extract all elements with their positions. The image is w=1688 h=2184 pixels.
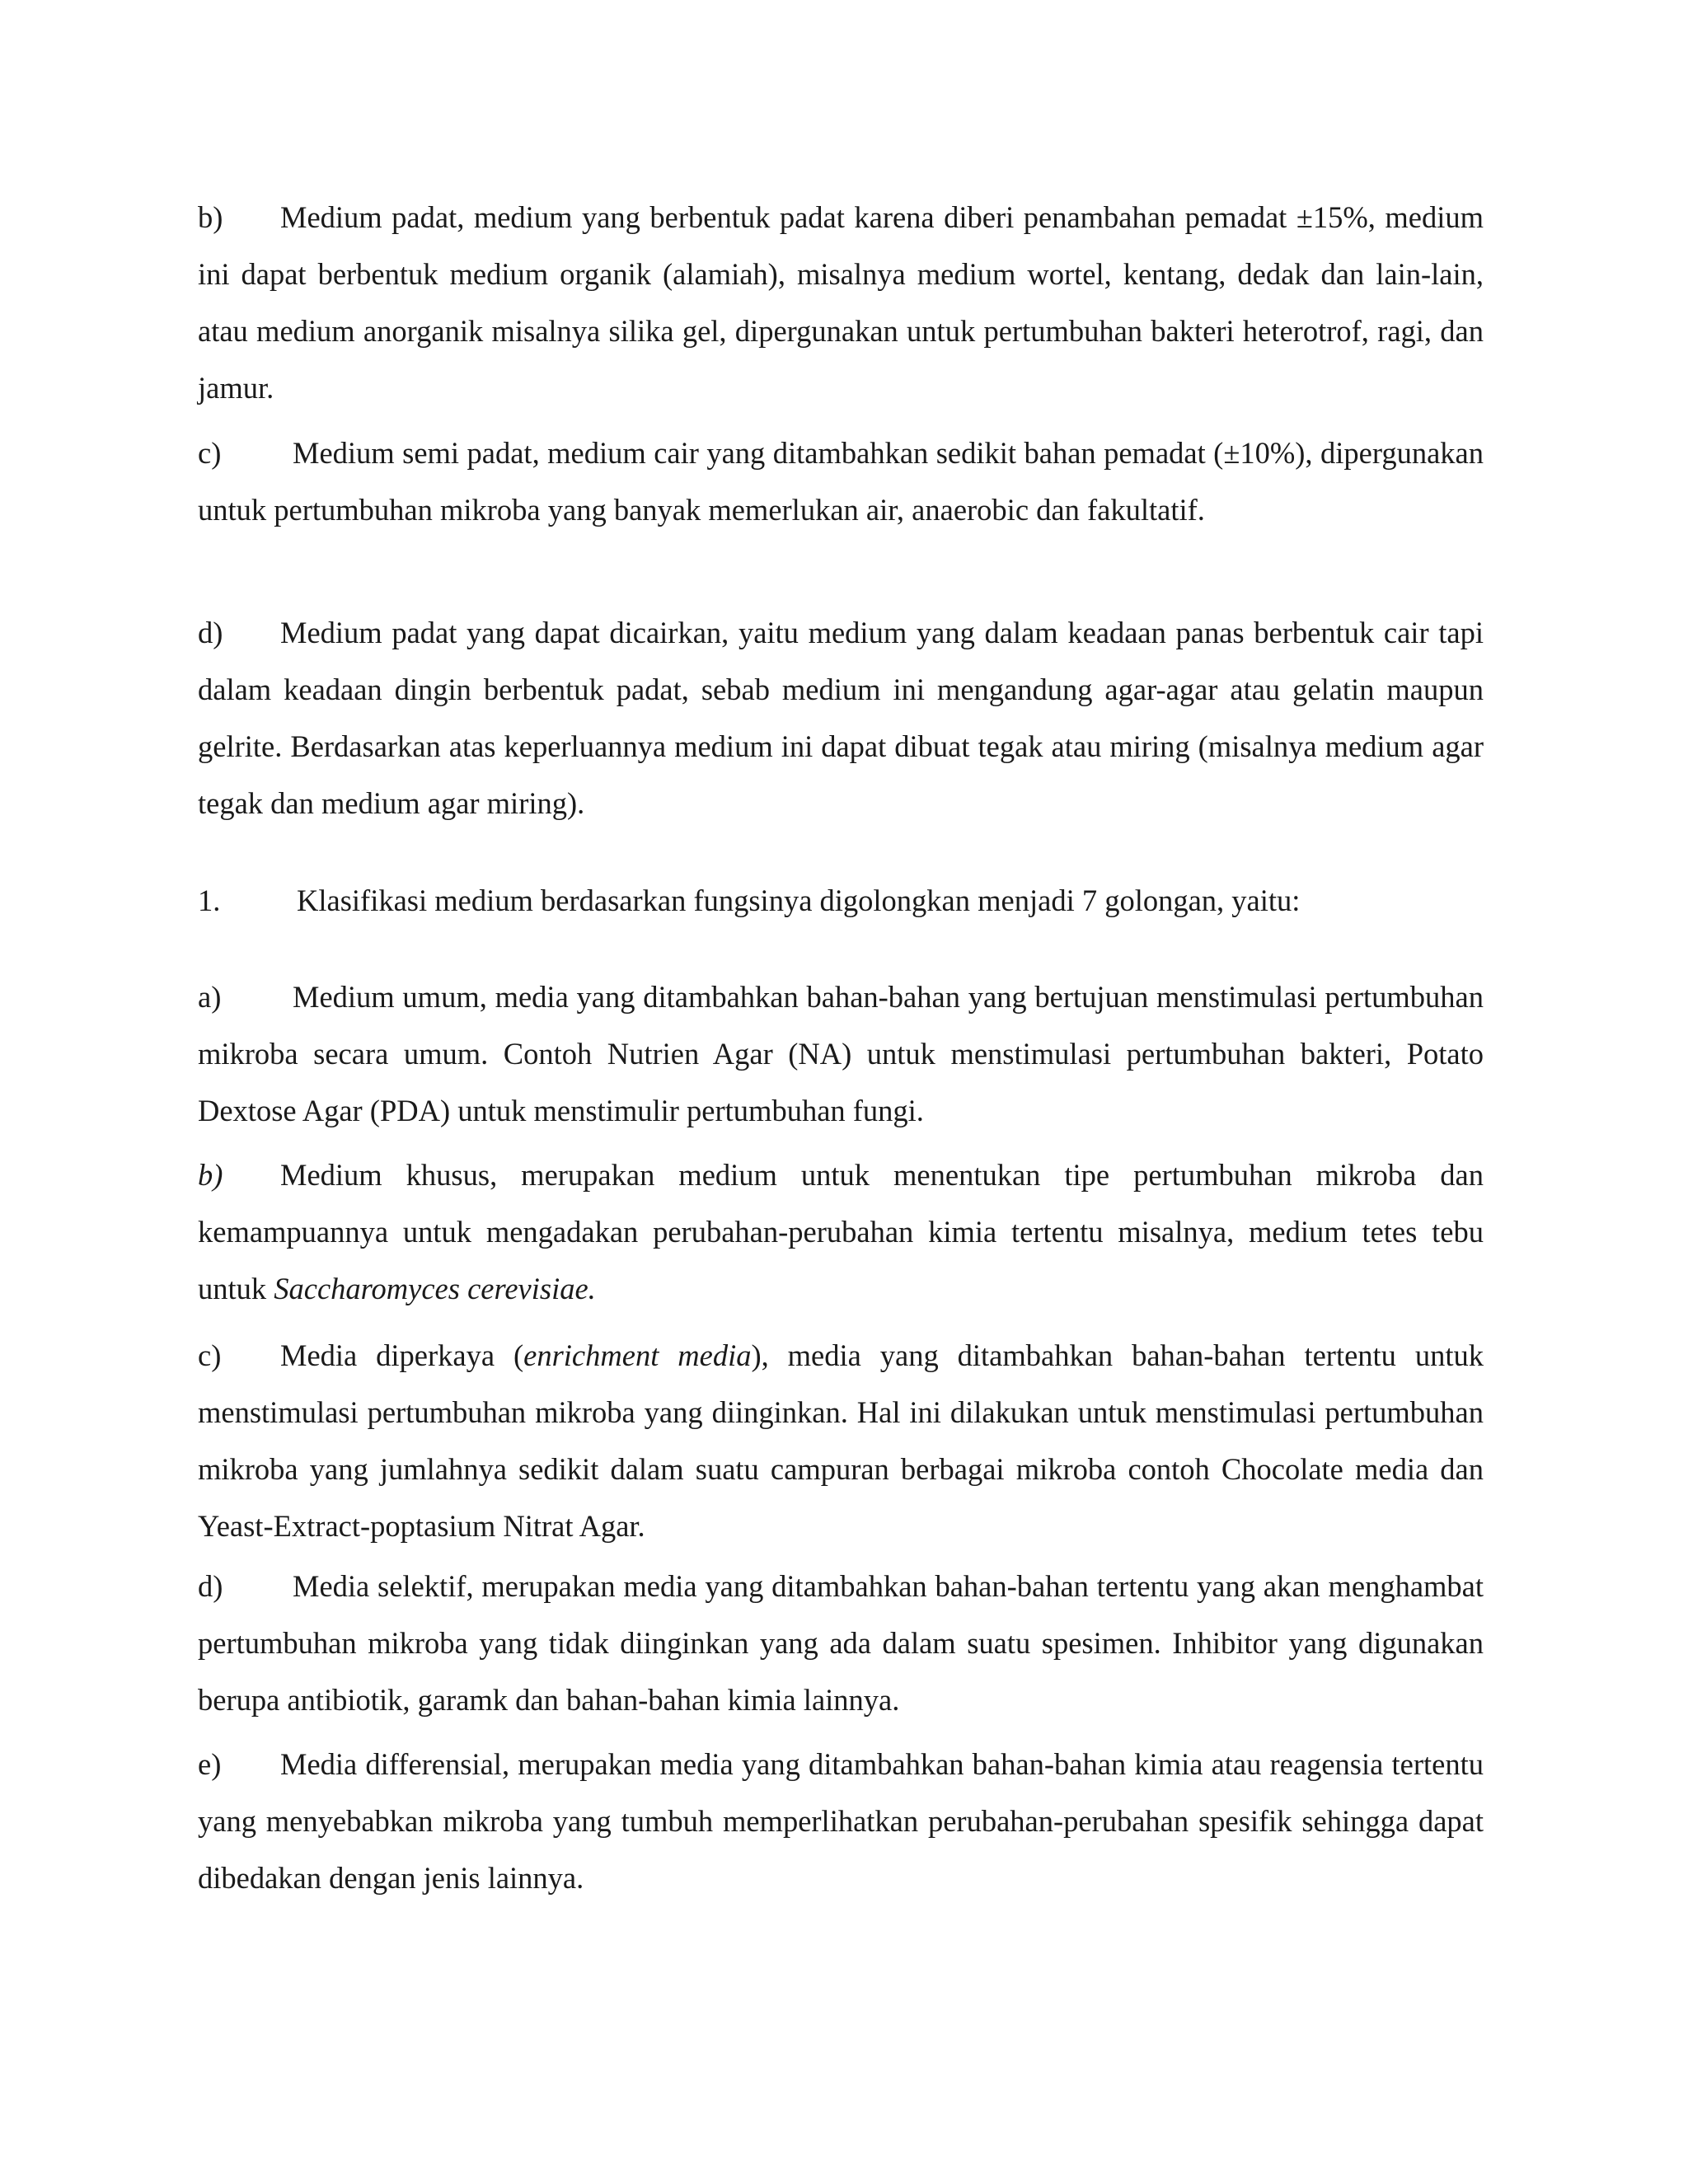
paragraph-b-medium-khusus xyxy=(198,1146,1484,1317)
paragraph-text: Medium umum, media yang ditambahkan bahan-bahan yang bertujuan menstimulasi pertumbuhan mikroba secara umum. Contoh Nutrien Agar (NA) untuk menstimulasi pertumbuhan bakteri, Potato Dextose Agar (PDA) untuk menstimulir pertumbuhan fungi. xyxy=(198,980,1484,1127)
paragraph-d-medium-padat-dicairkan xyxy=(198,604,1484,832)
paragraph-text: Medium padat, medium yang berbentuk padat karena diberi penambahan pemadat ±15%, medium ini dapat berbentuk medium organik (alamiah), misalnya medium wortel, kentang, dedak dan lain-lain, atau medium anorganik misalnya silika gel, dipergunakan untuk pertumbuhan bakteri heterotrof, ragi, dan jamur. xyxy=(198,200,1484,405)
list-marker: a) xyxy=(198,980,222,1014)
paragraph-text: Media differensial, merupakan media yang ditambahkan bahan-bahan kimia atau reagensia tertentu yang menyebabkan mikroba yang tumbuh memperlihatkan perubahan-perubahan spesifik sehingga dapat dibedakan dengan jenis lainnya. xyxy=(198,1747,1484,1895)
heading-text: Klasifikasi medium berdasarkan fungsinya digolongkan menjadi 7 golongan, yaitu: xyxy=(297,883,1301,917)
paragraph-text: Media selektif, merupakan media yang ditambahkan bahan-bahan tertentu yang akan menghambat pertumbuhan mikroba yang tidak diinginkan yang ada dalam suatu spesimen. Inhibitor yang digunakan berupa antibiotik, garamk dan bahan-bahan kimia lainnya. xyxy=(198,1569,1484,1717)
list-marker: b) xyxy=(198,200,223,234)
paragraph-text: Medium khusus, merupakan medium untuk menentukan tipe pertumbuhan mikroba dan kemampuannya untuk mengadakan perubahan-perubahan kimia tertentu misalnya, medium tetes tebu untuk xyxy=(198,1158,1484,1305)
enrichment-media-italic: enrichment media xyxy=(523,1338,752,1372)
species-name-italic: Saccharomyces cerevisiae. xyxy=(274,1272,596,1305)
paragraph-text: Medium semi padat, medium cair yang ditambahkan sedikit bahan pemadat (±10%), dipergunakan untuk pertumbuhan mikroba yang banyak memerlukan air, anaerobic dan fakultatif. xyxy=(198,436,1484,527)
list-marker xyxy=(198,1146,280,1203)
list-marker: 1. xyxy=(198,883,221,917)
paragraph-b-medium-padat xyxy=(198,189,1484,416)
paragraph-c-media-diperkaya xyxy=(198,1327,1484,1554)
list-marker: c) xyxy=(198,1338,222,1372)
section-heading-klasifikasi-fungsi xyxy=(198,872,1484,929)
list-marker: d) xyxy=(198,616,223,649)
paragraph-e-media-differensial xyxy=(198,1736,1484,1906)
list-marker-italic: b) xyxy=(198,1158,223,1192)
paragraph-text: Medium padat yang dapat dicairkan, yaitu medium yang dalam keadaan panas berbentuk cair tapi dalam keadaan dingin berbentuk padat, sebab medium ini mengandung agar-agar atau gelatin maupun gelrite. Berdasarkan atas keperluannya medium ini dapat dibuat tegak atau miring (misalnya medium agar tegak dan medium agar miring). xyxy=(198,616,1484,820)
paragraph-c-medium-semi-padat xyxy=(198,424,1484,538)
paragraph-a-medium-umum xyxy=(198,968,1484,1139)
list-marker: d) xyxy=(198,1569,223,1603)
paragraph-d-media-selektif xyxy=(198,1558,1484,1728)
paragraph-text-before: Media diperkaya ( xyxy=(280,1338,524,1372)
list-marker: e) xyxy=(198,1747,222,1781)
list-marker: c) xyxy=(198,436,222,470)
paragraph-text-after: ), media yang ditambahkan bahan-bahan tertentu untuk menstimulasi pertumbuhan mikroba yang diinginkan. Hal ini dilakukan untuk menstimulasi pertumbuhan mikroba yang jumlahnya sedikit dalam suatu campuran berbagai mikroba contoh Chocolate media dan Yeast-Extract-poptasium Nitrat Agar. xyxy=(198,1338,1484,1543)
